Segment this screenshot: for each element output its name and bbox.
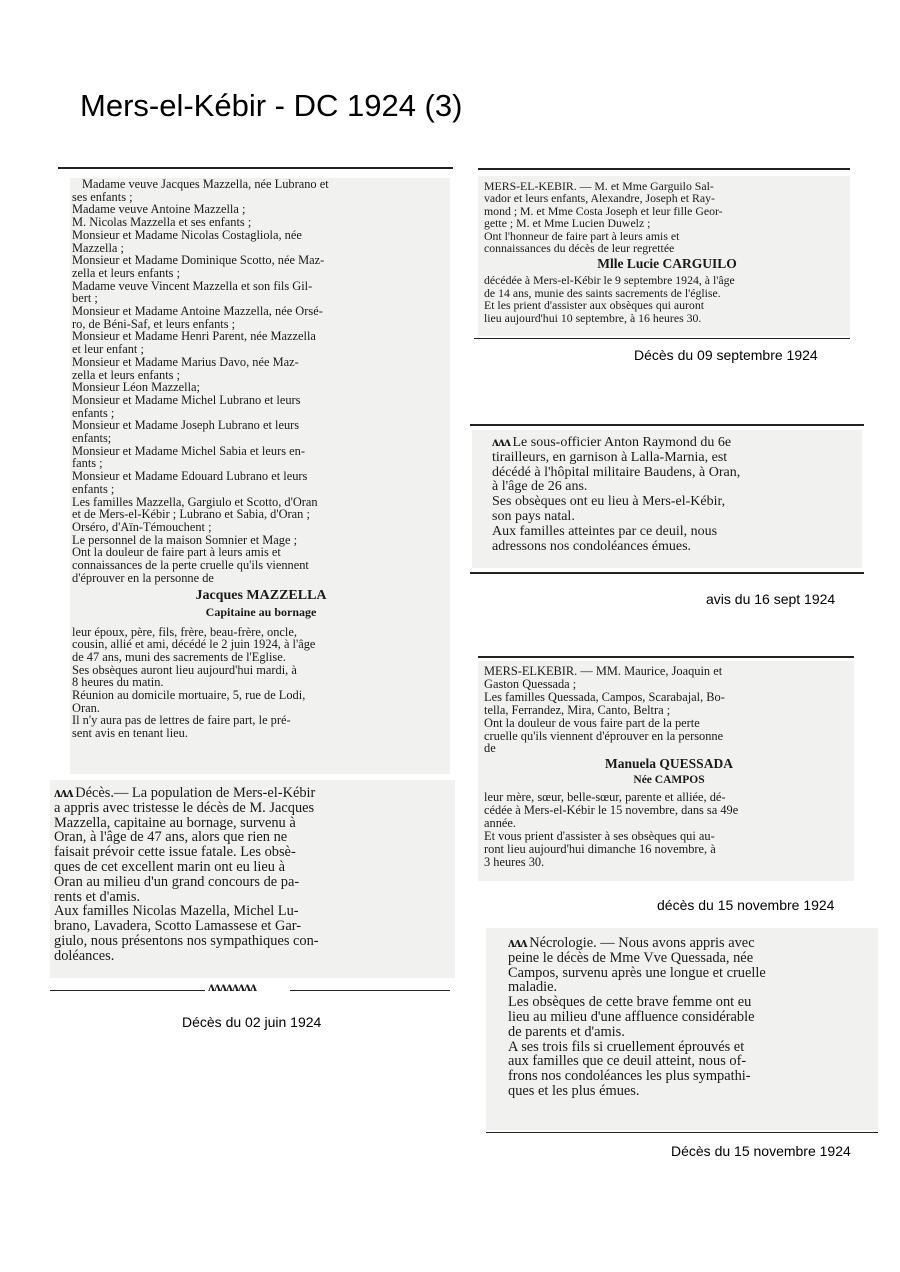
text-line: tella, Ferrandez, Mira, Canto, Beltra ; bbox=[484, 702, 671, 717]
text-line: fants ; bbox=[72, 456, 103, 471]
clipping-mazzella-deces bbox=[50, 780, 455, 978]
deceased-name: Manuela QUESSADA bbox=[605, 756, 733, 772]
text-line: a appris avec tristesse le décès de M. Jacques bbox=[54, 799, 315, 816]
clipping-text bbox=[484, 665, 854, 755]
text-line: enfants ; bbox=[72, 481, 115, 496]
clipping-raymond bbox=[472, 430, 862, 568]
text-line: enfants; bbox=[72, 431, 112, 446]
text-line: rents et d'amis. bbox=[54, 888, 141, 905]
divider-rule bbox=[474, 338, 850, 339]
clipping-text bbox=[54, 786, 455, 964]
text-line: gette ; M. et Mme Lucien Duwelz ; bbox=[484, 216, 651, 231]
text-line: lieu aujourd'hui 10 septembre, à 16 heures 30. bbox=[484, 310, 702, 325]
ornament-wave-icon: ʌʌʌ bbox=[54, 785, 76, 801]
text-line: Aux familles atteintes par ce deuil, nous bbox=[492, 523, 718, 539]
clipping-text bbox=[492, 436, 862, 554]
text-line: peine le décès de Mme Vve Quessada, née bbox=[508, 949, 754, 966]
text-line: décédée à Mers-el-Kébir le 9 septembre 1924, à l'âge bbox=[484, 273, 735, 288]
text-line: ro, de Béni-Saf, et leurs enfants ; bbox=[72, 316, 236, 331]
text-line: année. bbox=[484, 816, 516, 831]
divider-rule bbox=[58, 167, 453, 169]
text-line: Monsieur et Madame Edouard Lubrano et leurs bbox=[72, 469, 308, 484]
text-line: Madame veuve Vincent Mazzella et son fils Gil- bbox=[72, 278, 313, 293]
text-line: sent avis en tenant lieu. bbox=[72, 726, 188, 741]
text-line: de parents et d'amis. bbox=[508, 1023, 625, 1040]
text-line bbox=[54, 786, 455, 801]
text-line: Monsieur et Madame Marius Davo, née Maz- bbox=[72, 354, 299, 369]
text-line: Oran au milieu d'un grand concours de pa- bbox=[54, 873, 300, 890]
text-line-content: Décès.— La population de Mers-el-Kébir bbox=[75, 785, 316, 801]
text-line: MERS-ELKEBIR. — MM. Maurice, Joaquin et bbox=[484, 664, 723, 678]
text-line: de 47 ans, muni des sacrements de l'Eglise. bbox=[72, 649, 286, 664]
text-line: giulo, nous présentons nos sympathiques con- bbox=[54, 932, 319, 949]
deceased-role: Capitaine au bornage bbox=[205, 604, 317, 619]
text-line: Oran, à l'âge de 47 ans, alors que rien ne bbox=[54, 829, 288, 846]
text-line: Orséro, d'Aïn-Témouchent ; bbox=[72, 519, 212, 534]
text-line: cédée à Mers-el-Kébir le 15 novembre, dans sa 49e bbox=[484, 803, 739, 818]
text-line: à l'âge de 26 ans. bbox=[492, 479, 588, 495]
text-line: Et vous prient d'assister à ses obsèques qui au- bbox=[484, 829, 715, 844]
text-line: MERS-EL-KEBIR. — M. et Mme Garguilo Sal- bbox=[484, 179, 714, 193]
text-line: Monsieur Léon Mazzella; bbox=[72, 380, 200, 395]
divider-rule bbox=[486, 1132, 878, 1133]
caption: Décès du 09 septembre 1924 bbox=[634, 347, 818, 363]
ornament-wave-icon: ʌʌʌ bbox=[508, 935, 530, 951]
text-line: lieu au milieu d'une affluence considérable bbox=[508, 1008, 755, 1025]
text-line: Les obsèques de cette brave femme ont eu bbox=[508, 994, 752, 1011]
text-line: vador et leurs enfants, Alexandre, Joseph et Ray- bbox=[484, 191, 715, 206]
text-line: décédé à l'hôpital militaire Baudens, à Oran, bbox=[492, 464, 741, 480]
text-line: Ses obsèques auront lieu aujourd'hui mardi, à bbox=[72, 662, 297, 677]
text-line: A ses trois fils si cruellement éprouvés et bbox=[508, 1038, 745, 1055]
text-line-content: Le sous-officier Anton Raymond du 6e bbox=[512, 435, 732, 450]
text-line: maladie. bbox=[508, 979, 558, 996]
text-line: brano, Lavadera, Scotto Lamassese et Gar- bbox=[54, 918, 302, 935]
text-line: zella et leurs enfants ; bbox=[72, 367, 181, 382]
divider-rule bbox=[470, 424, 864, 426]
text-line: cruelle qu'ils viennent d'éprouver en la personne bbox=[484, 728, 724, 743]
text-line: Le personnel de la maison Somnier et Mage ; bbox=[72, 532, 298, 547]
divider-rule bbox=[478, 168, 850, 170]
text-line: ques de cet excellent marin ont eu lieu à bbox=[54, 858, 285, 875]
text-line: Réunion au domicile mortuaire, 5, rue de Lodi, bbox=[72, 688, 306, 703]
clipping-quessada-avis bbox=[478, 661, 854, 881]
divider-rule bbox=[470, 572, 864, 574]
text-line-content: Nécrologie. — Nous avons appris avec bbox=[529, 935, 755, 951]
text-line: frons nos condoléances les plus sympathi- bbox=[508, 1068, 751, 1085]
text-line: aux familles que ce deuil atteint, nous of- bbox=[508, 1053, 747, 1070]
clipping-text bbox=[508, 936, 878, 1099]
text-line: et de Mers-el-Kébir ; Lubrano et Sabia, d'Oran ; bbox=[72, 507, 310, 522]
text-line: Monsieur et Madame Michel Sabia et leurs en- bbox=[72, 443, 305, 458]
clipping-text bbox=[484, 791, 854, 868]
divider-rule bbox=[50, 990, 205, 991]
text-line: ques et les plus émues. bbox=[508, 1082, 640, 1099]
text-line bbox=[508, 936, 878, 951]
text-line: Campos, survenu après une longue et cruelle bbox=[508, 964, 766, 981]
text-line: doléances. bbox=[54, 947, 115, 964]
text-line: Monsieur et Madame Michel Lubrano et leurs bbox=[72, 392, 301, 407]
text-line: Les familles Mazzella, Gargiulo et Scotto, d'Oran bbox=[72, 494, 318, 509]
text-line: Mazzella ; bbox=[72, 240, 124, 255]
text-line: Gaston Quessada ; bbox=[484, 676, 577, 691]
clipping-text bbox=[484, 274, 850, 324]
text-line: Ses obsèques ont eu lieu à Mers-el-Kébir, bbox=[492, 494, 726, 510]
text-line: connaissances du décès de leur regrettée bbox=[484, 241, 675, 256]
deceased-maiden-name: Née CAMPOS bbox=[633, 774, 705, 787]
text-line: 3 heures 30. bbox=[484, 854, 545, 869]
text-line: enfants ; bbox=[72, 405, 115, 420]
text-line: Monsieur et Madame Dominique Scotto, née Maz- bbox=[72, 253, 325, 268]
clipping-text bbox=[72, 178, 450, 585]
text-line: leur époux, père, fils, frère, beau-frère, oncle, bbox=[72, 624, 297, 639]
divider-rule bbox=[290, 990, 450, 991]
text-line: adressons nos condoléances émues. bbox=[492, 538, 692, 554]
clipping-carguilo bbox=[478, 176, 850, 336]
clipping-text bbox=[72, 626, 450, 740]
text-line: de bbox=[484, 741, 496, 756]
text-line: Ont l'honneur de faire part à leurs amis et bbox=[484, 228, 680, 243]
text-line: Monsieur et Madame Joseph Lubrano et leurs bbox=[72, 418, 300, 433]
deceased-name: Mlle Lucie CARGUILO bbox=[597, 256, 737, 272]
text-line: cousin, allié et ami, décédé le 2 juin 1924, à l'âge bbox=[72, 637, 316, 652]
caption: avis du 16 sept 1924 bbox=[706, 591, 836, 607]
text-line: Madame veuve Jacques Mazzella, née Lubrano et bbox=[82, 178, 329, 191]
clipping-quessada-necrologie bbox=[486, 928, 878, 1130]
text-line: Mazzella, capitaine au bornage, survenu à bbox=[54, 814, 296, 831]
text-line: Il n'y aura pas de lettres de faire part, le pré- bbox=[72, 713, 291, 728]
text-line: Oran. bbox=[72, 700, 100, 715]
text-line: Les familles Quessada, Campos, Scarabajal, Bo- bbox=[484, 689, 725, 704]
caption: Décès du 15 novembre 1924 bbox=[671, 1143, 851, 1159]
text-line: Monsieur et Madame Henri Parent, née Mazzella bbox=[72, 329, 316, 344]
text-line: 8 heures du matin. bbox=[72, 675, 164, 690]
text-line: connaissances de la perte cruelle qu'ils viennent bbox=[72, 558, 309, 573]
text-line: faisait prévoir cette issue fatale. Les obsè- bbox=[54, 844, 296, 861]
text-line: de 14 ans, munie des saints sacrements de l'église. bbox=[484, 285, 721, 300]
caption: Décès du 02 juin 1924 bbox=[182, 1014, 322, 1030]
text-line: Monsieur et Madame Nicolas Costagliola, née bbox=[72, 227, 302, 242]
page-title: Mers-el-Kébir - DC 1924 (3) bbox=[80, 88, 463, 123]
clipping-text bbox=[484, 180, 850, 254]
text-line: ront lieu aujourd'hui dimanche 16 novembre, à bbox=[484, 841, 716, 856]
text-line: d'éprouver en la personne de bbox=[72, 570, 214, 585]
deceased-name: Jacques MAZZELLA bbox=[195, 587, 327, 603]
text-line: Monsieur et Madame Antoine Mazzella, née Orsé- bbox=[72, 304, 323, 319]
text-line: Ont la douleur de faire part à leurs amis et bbox=[72, 545, 281, 560]
caption: décès du 15 novembre 1924 bbox=[657, 897, 835, 913]
text-line: Et les prient d'assister aux obsèques qui auront bbox=[484, 298, 704, 313]
text-line: tirailleurs, en garnison à Lalla-Marnia, est bbox=[492, 449, 728, 465]
text-line: zella et leurs enfants ; bbox=[72, 265, 181, 280]
text-line: et leur enfant ; bbox=[72, 342, 144, 357]
text-line: bert ; bbox=[72, 291, 98, 306]
text-line: son pays natal. bbox=[492, 508, 575, 524]
clipping-mazzella-avis bbox=[70, 178, 450, 774]
text-line bbox=[492, 436, 862, 451]
text-line: Madame veuve Antoine Mazzella ; bbox=[72, 202, 246, 217]
ornament-squiggle: ʌʌʌʌʌʌʌʌ bbox=[208, 980, 256, 995]
text-line: mond ; M. et Mme Costa Joseph et leur fille Geor- bbox=[484, 203, 723, 218]
text-line: leur mère, sœur, belle-sœur, parente et alliée, dé- bbox=[484, 790, 726, 805]
text-line: Aux familles Nicolas Mazella, Michel Lu- bbox=[54, 903, 299, 920]
ornament-wave-icon: ʌʌʌ bbox=[492, 435, 513, 450]
text-line: M. Nicolas Mazzella et ses enfants ; bbox=[72, 215, 252, 230]
text-line: Ont la douleur de vous faire part de la perte bbox=[484, 715, 700, 730]
text-line: ses enfants ; bbox=[72, 189, 133, 204]
divider-rule bbox=[478, 656, 854, 658]
